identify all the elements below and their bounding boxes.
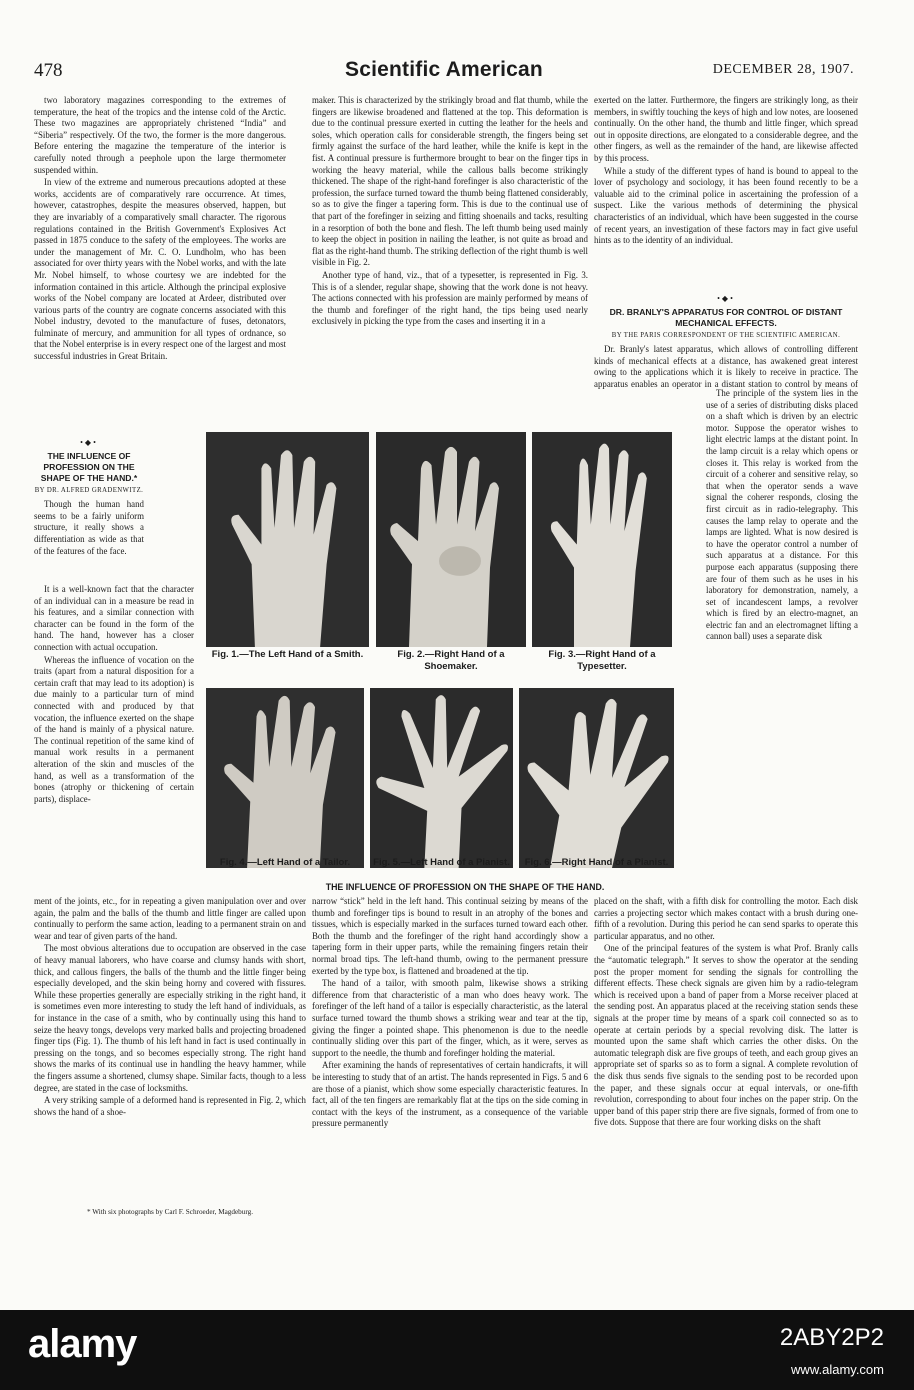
figure-4-tailor-hand-photo [206, 688, 364, 868]
paragraph: It is a well-known fact that the character of an individual can in a measure be read in his features, and a similar connection with character can be found in the form of the hand. The hand, however has a closer connection with actual occupation. [34, 584, 194, 652]
column-1-top [34, 95, 286, 435]
bottom-column-2 [312, 896, 588, 1202]
paragraph: Whereas the influence of vocation on the traits (apart from a natural disposition for a certain craft that may lead to its adoption) is due mainly to a particular turn of mind connected with and produced by that vocation, the influence exerted on the shape of the hand is mainly of a physical nature. The continual repetition of the same kind of manual work results in a permanent alteration of the skin and muscles of the hand, as well as a transformation of the bones (atrophy or thickening of certain parts), displace- [34, 654, 194, 804]
paragraph: The principle of the system lies in the use of a series of distributing disks placed on a shaft which is driven by an electric motor. Suppose the operator wishes to light electric lamps at the distant point. In the lamp circuit is a relay which opens or closes it. This relay is worked from the circuit of a coherer and sensitive relay, so that when the operator sends a wave signal the coherer responds, closing the first circuit as in radio-telegraphy. This causes the lamp relay to operate and the lamps are lighted. What is now desired is to have the operator control a number of such apparatus at a distance. For this purpose each apparatus (supposing there are four of them such as he uses in his laboratory for demonstration, namely, a set of incandescent lamps, a revolver which is fired by an electro-magnet, an electric fan and an electromagnet lifting a cannon ball) uses a separate disk [706, 388, 858, 642]
figure-5-pianist-left-hand-photo [370, 688, 513, 868]
caption-fig-4: Fig. 4.—Left Hand of a Tailor. [219, 857, 351, 868]
watermark-banner [0, 1310, 914, 1390]
paragraph: The hand of a tailor, with smooth palm, likewise shows a striking difference from that characteristic of a man who does heavy work. The forefinger of the left hand of a tailor is especially characteristic, as the lateral surface turned toward the thumb shows a striking wear and tear at the tip, giving the finger a pointed shape. This phenomenon is due to the needle continually sliding over this part of the finger, which, as it were, serves as support to the needle, the thumb and forefinger holding the material. [312, 978, 588, 1058]
bottom-column-3 [594, 896, 858, 1202]
byline-paris-correspondent: BY THE PARIS CORRESPONDENT OF THE SCIENTIFIC AMERICAN. [611, 331, 841, 339]
caption-fig-2: Fig. 2.—Right Hand of a Shoemaker. [397, 649, 505, 672]
byline-gradenwitz: BY DR. ALFRED GRADENWITZ. [34, 486, 144, 494]
paragraph: In view of the extreme and numerous precautions adopted at these works, accidents are of comparatively rare occurrence. At times, however, catastrophes, despite the measures observed, happen, but they are invariably of a comparatively small character. The rigorous regulations contained in the British Government's Explosives Act passed in 1875 conduce to the safety of the employees. The works are under the management of Mr. C. O. Lundholm, who has been associated for over thirty years with the Nobel works, and with the late Mr. Nobel himself, to whose courtesy we are indebted for the information contained in this article. Although the principal explosive works of the Nobel company are located at Ardeer, distributed over various parts of the country are cognate concerns associated with this Nobel industry, devoted to the manufacture of fuses, detonators, fulminate of mercury, and ammunition for all types of ordnance, so that the Nobel enterprise is in every respect one of the largest and most successful industries in Great Britain. [34, 177, 286, 362]
image-code: 2ABY2P2 [779, 1324, 884, 1351]
separator-ornament: •◆• [717, 294, 735, 303]
paragraph: One of the principal features of the system is what Prof. Branly calls the “automatic telegraph.” It serves to show the operator at the sending post the proper moment for sending the signals for controlling the different effects. These check signals are given him by a radio-telegram which is received upon a band of paper from a Morse receiver placed at the sending post. An apparatus placed at the receiving station sends these signals at the proper time by means of a spark coil connected so as to operate at certain periods by a special revolving disk. The latter is mounted upon the same shaft which carries the other disks. On the automatic telegraph disk are five groups of teeth, and each group gives an appropriate set of sparks so as to form a signal. A complete revolution of the disk thus sends five signals to the sending post to be recorded upon the paper, and these signals occur at equal intervals, or one-fifth revolution, corresponding to about four inches on the paper strip. On the upper band of this paper strip there are five signals, formed of from one to five dots. Suppose that there are four working disks on the shaft [594, 943, 858, 1128]
figure-group-title: THE INFLUENCE OF PROFESSION ON THE SHAPE OF THE HAND. [325, 882, 605, 892]
caption-fig-3: Fig. 3.—Right Hand of a Typesetter. [548, 649, 656, 672]
article-branly-continued [706, 388, 858, 880]
paragraph: narrow “stick” held in the left hand. This continual seizing by means of the thumb and forefinger tips is bound to result in an atrophy of the bones and tissues, which is especially marked in the surfaces turned toward each other. Both the thumb and the forefinger of the right hand accordingly show a tapering form in their upper parts, while the remaining fingers retain their normal broad tips. The left-hand thumb, owing to the permanent pressure exerted by the type box, is flattened and broadened at the tip. [312, 896, 588, 976]
paragraph: While a study of the different types of hand is bound to appeal to the lover of psychology and sociology, it has been found recently to be a valuable aid to the criminal police in ascertaining the profession of a suspect. Like the various methods of determining the physical characteristics of an individual, which have been suggested in the course of recent years, an investigation of these factors may in fact give useful hints as to the identity of an individual. [594, 165, 858, 246]
article-hand-intro [34, 434, 144, 584]
page-number: 478 [34, 60, 63, 81]
masthead: Scientific American [345, 58, 543, 81]
article-branly-heading [594, 290, 858, 390]
figure-1-smith-hand-photo [206, 432, 369, 647]
figure-2-shoemaker-hand-photo [376, 432, 526, 647]
article-hand-continued [34, 584, 194, 879]
caption-fig-6: Fig. 6.—Right Hand of a Pianist. [524, 857, 669, 868]
paragraph: maker. This is characterized by the strikingly broad and flat thumb, while the fingers are likewise broadened and flattened at the top. This deformation is due to the continual pressure exerted in cutting the leather for the heels and soles, which operation calls for considerable strength, the fingers being set firmly against the surface of the hard leather, while the knife is kept in the fist. A continual pressure is furthermore brought to bear on the finger tips in working the heavy material, while the callous balls become strikingly thickened. The shape of the right-hand forefinger is also characteristic of the profession, the surface turned toward the thumb being flattened considerably, so as to give the finger a tapering form. This is due to the continual use of that part of the forefinger in seizing and fitting shoenails and tacks, resulting in a resorption of both the bone and flesh. The left thumb being used mainly to keep the object in position in nailing the leather, is not quite as broad and flat as the right-hand thumb. The striking deflection of the right thumb is well visible in Fig. 2. [312, 95, 588, 268]
paragraph: exerted on the latter. Furthermore, the fingers are strikingly long, as their members, in swiftly touching the keys of high and low notes, are loosened continually. On the other hand, the thumb and little finger, which spread out in opposite directions, are elongated to a considerable degree, and the other fingers, as well as the remainder of the hand, are likewise affected by this process. [594, 95, 858, 163]
caption-fig-1: Fig. 1.—The Left Hand of a Smith. [211, 649, 364, 660]
paragraph: Though the human hand seems to be a fairly uniform structure, it really shows a differentiation as wide as that of the features of the face. [34, 499, 144, 556]
paragraph: placed on the shaft, with a fifth disk for controlling the motor. Each disk carries a projecting sector which makes contact with a brush during one-fifth of a revolution. During this period he can send sparks to operate this particular apparatus, and no other. [594, 896, 858, 941]
paragraph: ment of the joints, etc., for in repeating a given manipulation over and over again, the palm and the balls of the thumb and little finger are called upon continually to perform the same action, leading to a permanent strain on and wear and tear of given parts of the hand. [34, 896, 306, 941]
alamy-logo: alamy [28, 1322, 137, 1366]
caption-fig-5: Fig. 5.—Left Hand of a Pianist. [373, 857, 510, 868]
footnote: * With six photographs by Carl F. Schroeder, Magdeburg. [86, 1208, 254, 1216]
issue-date: DECEMBER 28, 1907. [712, 62, 854, 77]
bottom-column-1 [34, 896, 306, 1202]
separator-ornament: •◆• [80, 438, 98, 447]
page-header [34, 58, 854, 88]
paragraph: A very striking sample of a deformed hand is represented in Fig. 2, which shows the hand of a shoe- [34, 1095, 306, 1117]
article-title-branly: DR. BRANLY'S APPARATUS FOR CONTROL OF DISTANT MECHANICAL EFFECTS. [609, 306, 843, 328]
paragraph: The most obvious alterations due to occupation are observed in the case of heavy manual laborers, who have coarse and clumsy hands with short, thick, and callous fingers, the balls of the thumb and the little finger being especially developed, and the skin being horny and covered with fissures. While these properties generally are especially striking in the right hand, it is sometimes even more interesting to study the left hand of individuals, as for instance in the case of a smith, who by continually using this hand to seize the heavy tongs, develops very marked balls and projecting broadened finger tips (Fig. 1). The thumb of his left hand in fact is used continually in pressing on the tongs, and so becomes especially strong. The right hand shows the marks of its continual use in handling the heavy hammer, while the fingers assume a shortened, clumsy shape. Similar facts, though to a less degree, are stated in the case of locksmiths. [34, 943, 306, 1093]
paragraph: After examining the hands of representatives of certain handicrafts, it will be interesting to study that of an artist. The hands represented in Figs. 5 and 6 are those of a pianist, which show some especially characteristic features. In fact, all of the ten fingers are remarkably flat at the tips on the side coming in contact with the keys of the instrument, as a consequence of the variable pressure permanently [312, 1060, 588, 1129]
article-title-hand: THE INFLUENCE OF PROFESSION ON THE SHAPE OF THE HAND.* [40, 450, 138, 483]
paragraph: Another type of hand, viz., that of a typesetter, is represented in Fig. 3. This is of a slender, regular shape, showing that the work done is not heavy. The actions connected with his profession are mainly performed by means of the thumb and forefinger of the right hand, the tips being used nearly exclusively in picking the type from the cases and inserting it in a [312, 269, 588, 327]
column-2-top [312, 95, 588, 430]
figure-3-typesetter-hand-photo [532, 432, 672, 647]
column-3-top [594, 95, 858, 290]
figure-6-pianist-right-hand-photo [519, 688, 674, 868]
paragraph: two laboratory magazines corresponding to the extremes of temperature, the heat of the tropics and the intense cold of the Arctic. These two magazines are appropriately christened “India” and “Siberia” respectively. Of the two, the former is the more dangerous. Before entering the magazine the temperature of the interior is carefully noted through a peephole upon the large thermometer suspended within. [34, 95, 286, 175]
watermark-url: www.alamy.com [791, 1362, 884, 1377]
paragraph: Dr. Branly's latest apparatus, which allows of controlling different kinds of mechanical effects at a distance, has awakened great interest owing to the applications which it is likely to receive in practice. The apparatus enables an operator in a distant station to control by means of [594, 344, 858, 389]
